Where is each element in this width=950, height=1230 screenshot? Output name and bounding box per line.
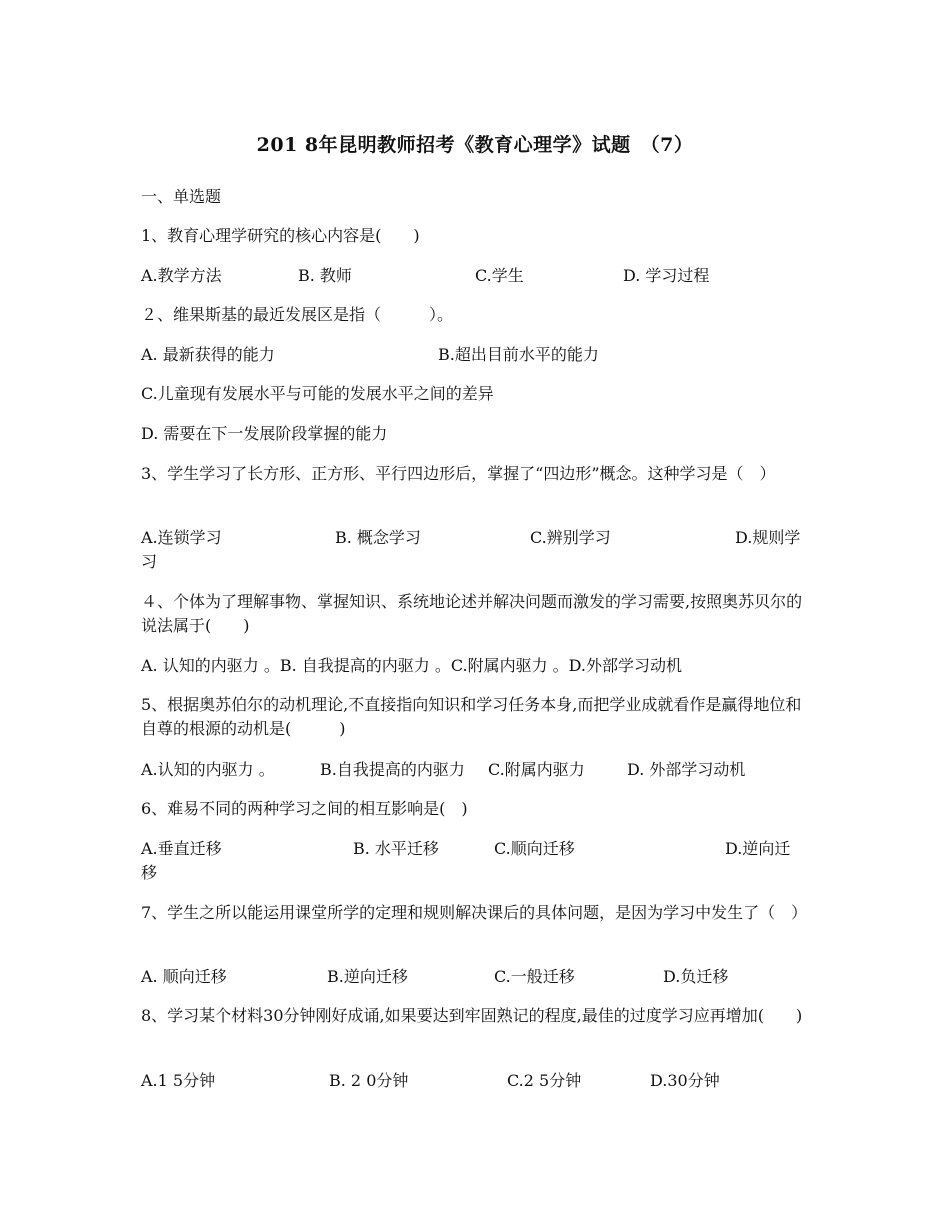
question-7-option-c: C.一般迁移 <box>494 967 575 986</box>
question-1-stem: 1、教育心理学研究的核心内容是( ) <box>141 226 420 245</box>
question-2-option-a: A. 最新获得的能力 <box>141 345 275 364</box>
question-6-option-c: C.顺向迁移 <box>494 839 575 858</box>
question-5-stem: 5、根据奥苏伯尔的动机理论,不直接指向知识和学习任务本身,而把学业成就看作是赢得地位和自尊的根源的动机是( ) <box>141 695 802 738</box>
question-2-option-b: B.超出目前水平的能力 <box>438 345 599 364</box>
question-4-options: A. 认知的内驱力 。B. 自我提高的内驱力 。C.附属内驱力 。D.外部学习动机 <box>141 656 683 675</box>
question-1-option-c: C.学生 <box>475 266 524 285</box>
question-8-option-c: C.2 5分钟 <box>507 1071 582 1090</box>
section-heading: 一、单选题 <box>141 187 222 206</box>
question-1-option-d: D. 学习过程 <box>623 266 710 285</box>
question-5-option-b: B.自我提高的内驱力 <box>320 760 465 779</box>
question-3-option-c: C.辨别学习 <box>530 528 611 547</box>
question-8-option-d: D.30分钟 <box>650 1071 720 1090</box>
question-3-option-d-wrap: 习 <box>141 552 158 571</box>
document-title: 201 8年昆明教师招考《教育心理学》试题 （7） <box>256 134 694 156</box>
question-8-stem: 8、学习某个材料30分钟刚好成诵,如果要达到牢固熟记的程度,最佳的过度学习应再增加( ) <box>141 1006 803 1025</box>
question-5-option-c: C.附属内驱力 <box>488 760 585 779</box>
question-6-option-a: A.垂直迁移 <box>141 839 222 858</box>
question-2-option-c: C.儿童现有发展水平与可能的发展水平之间的差异 <box>141 384 494 403</box>
question-2-option-d: D. 需要在下一发展阶段掌握的能力 <box>141 424 388 443</box>
question-6-option-d: D.逆向迁 <box>725 839 791 858</box>
question-1-option-a: A.教学方法 <box>141 266 222 285</box>
question-7-option-d: D.负迁移 <box>663 967 729 986</box>
question-7-stem: 7、学生之所以能运用课堂所学的定理和规则解决课后的具体问题，是因为学习中发生了（ ） <box>141 903 808 922</box>
question-2-stem: ２、维果斯基的最近发展区是指（ ）。 <box>141 305 454 324</box>
question-3-option-b: B. 概念学习 <box>335 528 421 547</box>
question-7-option-b: B.逆向迁移 <box>327 967 408 986</box>
question-3-option-d: D.规则学 <box>735 528 801 547</box>
question-1-option-b: B. 教师 <box>298 266 352 285</box>
question-6-stem: 6、难易不同的两种学习之间的相互影响是( ) <box>141 799 468 818</box>
question-6-option-d-wrap: 移 <box>141 863 158 882</box>
question-5-option-a: A.认知的内驱力 。 <box>141 760 275 779</box>
question-4-stem: ４、个体为了理解事物、掌握知识、系统地论述并解决问题而激发的学习需要,按照奥苏贝尔的说法属于( ) <box>141 592 803 635</box>
question-6-option-b: B. 水平迁移 <box>353 839 439 858</box>
question-3-option-a: A.连锁学习 <box>141 528 222 547</box>
question-3-stem: 3、学生学习了长方形、正方形、平行四边形后，掌握了“四边形”概念。这种学习是（ ） <box>141 464 776 483</box>
question-8-option-a: A.1 5分钟 <box>141 1071 216 1090</box>
question-7-option-a: A. 顺向迁移 <box>141 967 227 986</box>
question-8-option-b: B. 2 0分钟 <box>329 1071 409 1090</box>
question-5-option-d: D. 外部学习动机 <box>627 760 746 779</box>
